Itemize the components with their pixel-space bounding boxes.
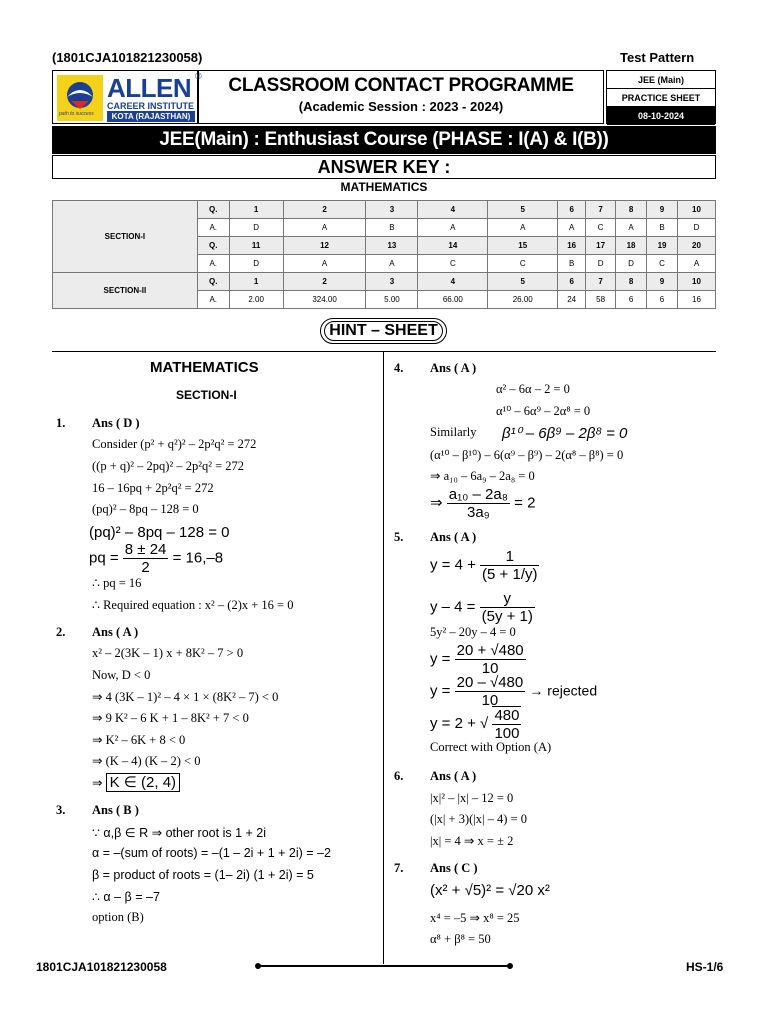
table-cell: 6 bbox=[558, 273, 586, 291]
table-cell: A bbox=[283, 219, 366, 237]
question-number: 4. bbox=[394, 361, 404, 375]
footer-divider bbox=[258, 965, 510, 967]
table-cell: A bbox=[558, 219, 586, 237]
solution-line: ∴ Required equation : x² – (2)x + 16 = 0 bbox=[92, 598, 294, 612]
answer-label: Ans ( B ) bbox=[92, 803, 139, 817]
table-cell: 14 bbox=[418, 237, 488, 255]
programme-title: CLASSROOM CONTACT PROGRAMME bbox=[228, 75, 574, 96]
table-cell: D bbox=[586, 255, 616, 273]
a-label: A. bbox=[197, 219, 229, 237]
sheet-type: PRACTICE SHEET bbox=[607, 89, 715, 107]
table-cell: A bbox=[283, 255, 366, 273]
fraction-numerator: 1 bbox=[480, 548, 539, 566]
answer-label: Ans ( A ) bbox=[92, 625, 139, 639]
table-cell: A bbox=[366, 255, 418, 273]
q-label: Q. bbox=[197, 201, 229, 219]
equation-part: y – 4 = bbox=[430, 598, 476, 616]
sheet-date: 08-10-2024 bbox=[607, 107, 715, 125]
table-cell: 2 bbox=[283, 273, 366, 291]
solution-line: (x² + √5)² = √20 x² bbox=[430, 882, 550, 899]
solution-line: α⁸ + β⁸ = 50 bbox=[430, 932, 491, 946]
table-cell: 19 bbox=[647, 237, 678, 255]
fraction-numerator: y bbox=[480, 590, 535, 608]
table-cell: 18 bbox=[616, 237, 647, 255]
solution-fraction-line bbox=[430, 706, 521, 742]
table-cell: 11 bbox=[229, 237, 283, 255]
solution-line: 5y² – 20y – 4 = 0 bbox=[430, 625, 516, 639]
table-cell: 4 bbox=[418, 201, 488, 219]
solution-line: (α¹⁰ – β¹⁰) – 6(α⁹ – β⁹) – 2(α⁸ – β⁸) = 0 bbox=[430, 448, 624, 462]
answer-label: Ans ( A ) bbox=[430, 361, 477, 375]
table-cell: 24 bbox=[558, 291, 586, 309]
table-cell: 13 bbox=[366, 237, 418, 255]
table-cell: D bbox=[229, 255, 283, 273]
solution-line: α¹⁰ – 6α⁹ – 2α⁸ = 0 bbox=[496, 404, 591, 418]
question-number: 1. bbox=[56, 416, 66, 430]
equation-part: pq = bbox=[89, 549, 119, 567]
q-label: Q. bbox=[197, 273, 229, 291]
solution-line: 16 – 16pq + 2p²q² = 272 bbox=[92, 481, 214, 495]
table-cell: A bbox=[418, 219, 488, 237]
question-number: 3. bbox=[56, 803, 66, 817]
fraction-numerator: 480 bbox=[494, 707, 520, 724]
table-cell: 2 bbox=[283, 201, 366, 219]
table-cell: A bbox=[616, 219, 647, 237]
table-cell: 9 bbox=[647, 273, 678, 291]
solution-line: x⁴ = –5 ⇒ x⁸ = 25 bbox=[430, 911, 520, 925]
academic-session: (Academic Session : 2023 - 2024) bbox=[298, 99, 504, 114]
table-cell: 7 bbox=[586, 201, 616, 219]
fraction-numerator: a₁₀ – 2a₈ bbox=[448, 486, 508, 503]
table-cell: 9 bbox=[647, 201, 678, 219]
question-number: 5. bbox=[394, 530, 404, 544]
q-label: Q. bbox=[197, 237, 229, 255]
fraction bbox=[480, 548, 539, 583]
solution-line: ∴ pq = 16 bbox=[92, 576, 142, 590]
page-number: HS-1/6 bbox=[686, 960, 724, 974]
boxed-answer: K ∈ (2, 4) bbox=[106, 773, 180, 792]
equation-part: y = bbox=[430, 650, 451, 668]
table-cell: 10 bbox=[678, 273, 716, 291]
table-cell: B bbox=[558, 255, 586, 273]
equation-part: ⇒ bbox=[92, 776, 103, 790]
fraction-numerator: 8 ± 24 bbox=[124, 541, 167, 558]
logo-wordmark: ALLEN bbox=[107, 73, 192, 103]
table-cell: C bbox=[418, 255, 488, 273]
footer-document-code: 1801CJA101821230058 bbox=[36, 960, 167, 974]
solution-line: ⇒ K² – 6K + 8 < 0 bbox=[92, 733, 186, 747]
divider-dot-left bbox=[255, 963, 261, 969]
a-label: A. bbox=[197, 255, 229, 273]
exam-name: JEE (Main) bbox=[607, 71, 715, 89]
table-cell: 15 bbox=[488, 237, 558, 255]
table-cell: 7 bbox=[586, 273, 616, 291]
solution-line: α = –(sum of roots) = –(1 – 2i + 1 + 2i) = –2 bbox=[92, 846, 331, 860]
table-cell: A bbox=[678, 255, 716, 273]
hint-section: SECTION-I bbox=[176, 388, 237, 402]
fraction-denominator: 10 bbox=[481, 660, 499, 677]
solution-line: Consider (p² + q²)² – 2p²q² = 272 bbox=[92, 437, 257, 451]
fraction-denominator: (5y + 1) bbox=[481, 608, 533, 625]
subject-heading: MATHEMATICS bbox=[340, 180, 428, 194]
solution-line: ⇒ 4 (3K – 1)² – 4 × 1 × (8K² – 7) < 0 bbox=[92, 690, 279, 704]
table-cell: 1 bbox=[229, 201, 283, 219]
table-cell: 58 bbox=[586, 291, 616, 309]
a-label: A. bbox=[197, 291, 229, 309]
solution-fraction-line bbox=[430, 486, 535, 521]
equation-part: = 16,–8 bbox=[172, 549, 224, 567]
table-cell: 8 bbox=[616, 201, 647, 219]
section-2-label: SECTION-II bbox=[53, 273, 198, 309]
fraction bbox=[455, 642, 526, 677]
section-1-label: SECTION-I bbox=[53, 201, 198, 273]
table-cell: 3 bbox=[366, 201, 418, 219]
course-title: JEE(Main) : Enthusiast Course (PHASE : I(A) & I(B)) bbox=[52, 126, 716, 154]
table-cell: 3 bbox=[366, 273, 418, 291]
logo-subtitle: CAREER INSTITUTE bbox=[107, 101, 195, 111]
table-cell: 1 bbox=[229, 273, 283, 291]
solution-fraction-line bbox=[430, 548, 539, 583]
answer-label: Ans ( C ) bbox=[430, 861, 478, 875]
table-cell: 6 bbox=[558, 201, 586, 219]
table-cell: B bbox=[647, 219, 678, 237]
fraction-denominator: 100 bbox=[494, 725, 520, 742]
equation-part: y = bbox=[430, 682, 451, 700]
table-cell: D bbox=[229, 219, 283, 237]
solution-line: x² – 2(3K – 1) x + 8K² – 7 > 0 bbox=[92, 646, 244, 660]
test-pattern-label: Test Pattern bbox=[620, 50, 695, 65]
fraction-denominator: 10 bbox=[481, 692, 499, 709]
equation-part: y = 2 + √ bbox=[430, 714, 489, 732]
fraction-denominator: 3a₉ bbox=[467, 504, 490, 521]
table-cell: 66.00 bbox=[418, 291, 488, 309]
solution-line: ∴ α – β = –7 bbox=[92, 890, 160, 904]
table-cell: C bbox=[488, 255, 558, 273]
solution-line: (|x| + 3)(|x| – 4) = 0 bbox=[430, 812, 528, 826]
logo-tagline: path to success bbox=[59, 111, 94, 117]
table-cell: 5.00 bbox=[366, 291, 418, 309]
equation-part: y = 4 + bbox=[430, 556, 476, 574]
table-cell: D bbox=[616, 255, 647, 273]
table-cell: 26.00 bbox=[488, 291, 558, 309]
table-cell: 6 bbox=[616, 291, 647, 309]
table-cell: 10 bbox=[678, 201, 716, 219]
equation-part: ⇒ bbox=[430, 494, 443, 512]
solution-line: β = product of roots = (1– 2i) (1 + 2i) = 5 bbox=[92, 868, 314, 882]
registered-mark: ® bbox=[195, 71, 202, 81]
solution-fraction-line bbox=[430, 674, 597, 709]
answer-label: Ans ( A ) bbox=[430, 769, 477, 783]
table-cell: 17 bbox=[586, 237, 616, 255]
solution-fraction-line bbox=[430, 590, 535, 625]
table-cell: D bbox=[678, 219, 716, 237]
solution-line: |x| = 4 ⇒ x = ± 2 bbox=[430, 834, 514, 848]
fraction bbox=[447, 486, 510, 521]
table-cell: 2.00 bbox=[229, 291, 283, 309]
document-code: (1801CJA101821230058) bbox=[52, 50, 203, 65]
question-number: 7. bbox=[394, 861, 404, 875]
answer-key-heading: ANSWER KEY : bbox=[52, 155, 716, 179]
solution-line: ((p + q)² – 2pq)² – 2p²q² = 272 bbox=[92, 459, 244, 473]
question-number: 2. bbox=[56, 625, 66, 639]
table-cell: 324.00 bbox=[283, 291, 366, 309]
fraction-numerator: 20 + √480 bbox=[456, 642, 524, 659]
answer-label: Ans ( A ) bbox=[430, 530, 477, 544]
solution-line: ⇒ a₁₀ – 6a₉ – 2a₈ = 0 bbox=[430, 469, 535, 483]
table-cell: C bbox=[647, 255, 678, 273]
solution-line: option (B) bbox=[92, 910, 144, 924]
hint-subject: MATHEMATICS bbox=[150, 359, 259, 376]
table-cell: 20 bbox=[678, 237, 716, 255]
solution-line: β¹⁰ – 6β⁹ – 2β⁸ = 0 bbox=[502, 425, 628, 442]
question-number: 6. bbox=[394, 769, 404, 783]
table-cell: A bbox=[488, 219, 558, 237]
solution-line: (pq)² – 8pq – 128 = 0 bbox=[89, 524, 230, 541]
solution-line: (pq)² – 8pq – 128 = 0 bbox=[92, 502, 199, 516]
fraction-denominator: 2 bbox=[141, 559, 150, 576]
table-cell: 16 bbox=[678, 291, 716, 309]
solution-line: |x|² – |x| – 12 = 0 bbox=[430, 791, 514, 805]
fraction bbox=[492, 706, 521, 742]
fraction bbox=[480, 590, 535, 625]
answer-label: Ans ( D ) bbox=[92, 416, 140, 430]
solution-line: ∵ α,β ∈ R ⇒ other root is 1 + 2i bbox=[92, 826, 266, 840]
table-cell: 4 bbox=[418, 273, 488, 291]
fraction bbox=[455, 674, 526, 709]
fraction-numerator: 20 – √480 bbox=[456, 674, 524, 691]
solution-fraction-line bbox=[430, 642, 526, 677]
solution-line: Correct with Option (A) bbox=[430, 740, 552, 754]
solution-line: α² – 6α – 2 = 0 bbox=[496, 382, 570, 396]
table-cell: 5 bbox=[488, 201, 558, 219]
table-cell: 12 bbox=[283, 237, 366, 255]
table-cell: B bbox=[366, 219, 418, 237]
logo-location: KOTA (RAJASTHAN) bbox=[107, 111, 195, 122]
table-cell: 8 bbox=[616, 273, 647, 291]
solution-line: Now, D < 0 bbox=[92, 668, 151, 682]
table-cell: 5 bbox=[488, 273, 558, 291]
table-cell: 16 bbox=[558, 237, 586, 255]
equation-part: = 2 bbox=[514, 494, 536, 512]
fraction-denominator: (5 + 1/y) bbox=[482, 566, 538, 583]
hint-title-text: HINT – SHEET bbox=[329, 322, 438, 339]
table-cell: C bbox=[586, 219, 616, 237]
divider-dot-right bbox=[507, 963, 513, 969]
solution-line: ⇒ (K – 4) (K – 2) < 0 bbox=[92, 754, 201, 768]
rejected-note: → rejected bbox=[529, 682, 598, 699]
solution-line: ⇒ 9 K² – 6 K + 1 – 8K² + 7 < 0 bbox=[92, 711, 249, 725]
table-cell: 6 bbox=[647, 291, 678, 309]
solution-line: Similarly bbox=[430, 425, 477, 439]
